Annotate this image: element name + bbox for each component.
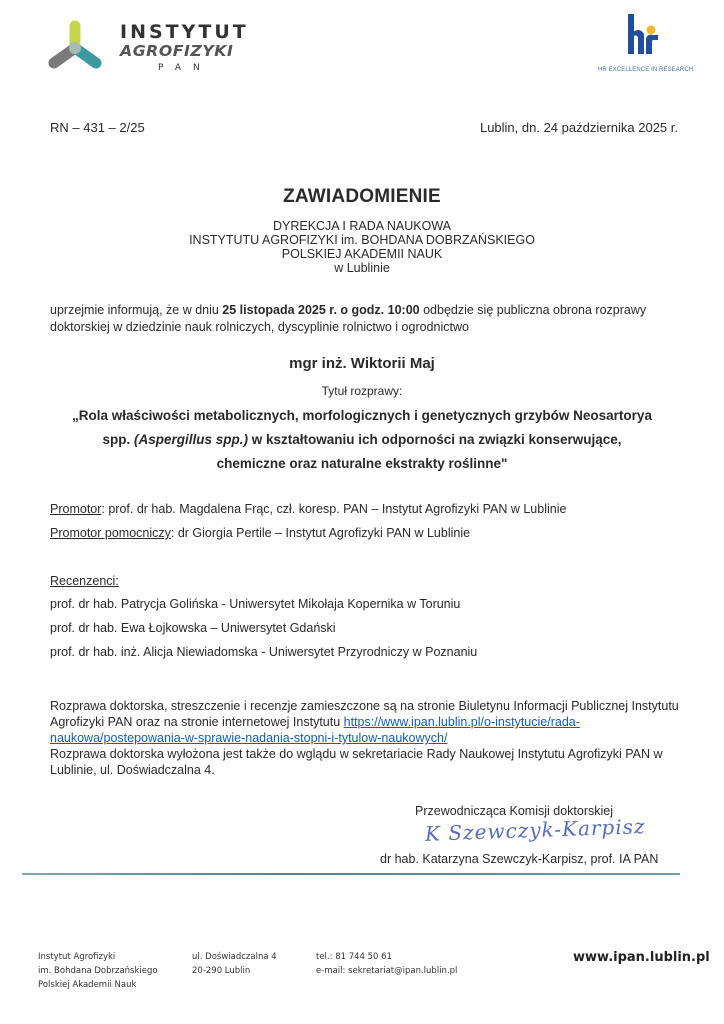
logo-text-pan: PAN bbox=[158, 63, 212, 73]
info-paragraph bbox=[50, 698, 690, 778]
hr-logo-icon bbox=[592, 12, 702, 64]
promotor-value: : prof. dr hab. Magdalena Frąc, czł. koresp. PAN – Instytut Agrofizyki PAN w Lublinie bbox=[101, 502, 567, 516]
reviewers-label: Recenzenci: bbox=[50, 574, 119, 588]
thesis-italic: (Aspergillus spp.) bbox=[133, 432, 248, 447]
issuer-line: DYREKCJA I RADA NAUKOWA bbox=[272, 219, 452, 233]
thesis-text: w kształtowaniu ich odporności na związki konserwujące, bbox=[247, 432, 622, 447]
institute-logo-mark-icon bbox=[44, 18, 106, 73]
bip-link[interactable]: https://www.ipan.lublin.pl/o-instytucie/rada-naukowa/postepowania-w-sprawie-nadania-stopni-i-tytulow-naukowych/ bbox=[50, 715, 580, 745]
logo-text-instytut: INSTYTUT bbox=[120, 21, 249, 43]
thesis-title bbox=[0, 404, 724, 476]
handwritten-signature: K Szewczyk-Karpisz bbox=[424, 814, 646, 846]
footer-institute bbox=[38, 950, 158, 992]
defense-datetime: 25 listopada 2025 r. o godz. 10:00 bbox=[222, 303, 420, 317]
intro-paragraph bbox=[50, 302, 690, 335]
footer-website: www.ipan.lublin.pl bbox=[573, 950, 710, 965]
document-reference: RN – 431 – 2/25 bbox=[50, 120, 145, 135]
logo-text-agrofizyki: AGROFIZYKI bbox=[120, 42, 234, 60]
logo-center bbox=[69, 42, 81, 54]
footer-divider bbox=[22, 873, 680, 875]
footer-contact bbox=[316, 950, 457, 978]
reviewer-item: prof. dr hab. inż. Alicja Niewiadomska - Uniwersytet Przyrodniczy w Poznaniu bbox=[50, 645, 478, 659]
footer-email: e-mail: sekretariat@ipan.lublin.pl bbox=[316, 966, 458, 976]
promotor-aux-label: Promotor pomocniczy bbox=[50, 526, 171, 540]
footer-phone: tel.: 81 744 50 61 bbox=[316, 952, 392, 962]
thesis-line: „Rola właściwości metabolicznych, morfologicznych i genetycznych grzybów Neosartorya bbox=[72, 408, 652, 423]
intro-text-cont: odbędzie się publiczna obrona rozprawy doktorskiej w dziedzinie nauk rolniczych, dyscyplinie rolnictwo i ogrodnictwo bbox=[50, 303, 647, 334]
issuer-block bbox=[0, 219, 724, 275]
candidate-name: mgr inż. Wiktorii Maj bbox=[289, 355, 435, 372]
promotor-aux-value: : dr Giorgia Pertile – Instytut Agrofizyki PAN w Lublinie bbox=[170, 526, 471, 540]
footer-address bbox=[192, 950, 277, 978]
thesis-text: spp. bbox=[102, 432, 134, 447]
intro-text: uprzejmie informują, że w dniu bbox=[50, 303, 223, 317]
issuer-line: POLSKIEJ AKADEMII NAUK bbox=[281, 247, 443, 261]
hr-logo-caption: HR EXCELLENCE IN RESEARCH bbox=[598, 67, 694, 73]
info-text-availability: Rozprawa doktorska wyłożona jest także do wglądu w sekretariacie Rady Naukowej Instytutu Agrofizyki PAN w Lublinie, ul. Doświadczalna 4. bbox=[50, 747, 663, 777]
issuer-line: INSTYTUTU AGROFIZYKI im. BOHDANA DOBRZAŃSKIEGO bbox=[189, 233, 535, 247]
reviewer-item: prof. dr hab. Ewa Łojkowska – Uniwersytet Gdański bbox=[50, 621, 336, 635]
document-title: ZAWIADOMIENIE bbox=[283, 186, 441, 207]
promotor bbox=[50, 502, 566, 516]
thesis-line bbox=[0, 428, 724, 452]
footer-line: ul. Doświadczalna 4 bbox=[192, 952, 277, 962]
promotor-auxiliary bbox=[50, 526, 470, 540]
place-date: Lublin, dn. 24 października 2025 r. bbox=[479, 120, 678, 135]
info-text: Rozprawa doktorska, streszczenie i recenzje zamieszczone są na stronie Biuletynu Informacji Publicznej Instytutu Agrofizyki PAN oraz na stronie internetowej Instytutu bbox=[50, 699, 679, 729]
signatory-name: dr hab. Katarzyna Szewczyk-Karpisz, prof. IA PAN bbox=[380, 852, 659, 866]
thesis-label: Tytuł rozprawy: bbox=[321, 384, 403, 398]
signatory-role: Przewodnicząca Komisji doktorskiej bbox=[415, 804, 613, 818]
reviewer-item: prof. dr hab. Patrycja Golińska - Uniwersytet Mikołaja Kopernika w Toruniu bbox=[50, 597, 461, 611]
promotor-label: Promotor bbox=[50, 502, 102, 516]
thesis-line: chemiczne oraz naturalne ekstrakty roślinne" bbox=[216, 456, 508, 471]
footer-line: Polskiej Akademii Nauk bbox=[38, 980, 137, 990]
issuer-line: w Lublinie bbox=[334, 261, 390, 275]
footer-line: im. Bohdana Dobrzańskiego bbox=[38, 966, 158, 976]
footer-line: Instytut Agrofizyki bbox=[38, 952, 116, 962]
footer-line: 20-290 Lublin bbox=[192, 966, 251, 976]
institute-logo bbox=[44, 18, 274, 76]
hr-excellence-logo bbox=[592, 12, 702, 77]
